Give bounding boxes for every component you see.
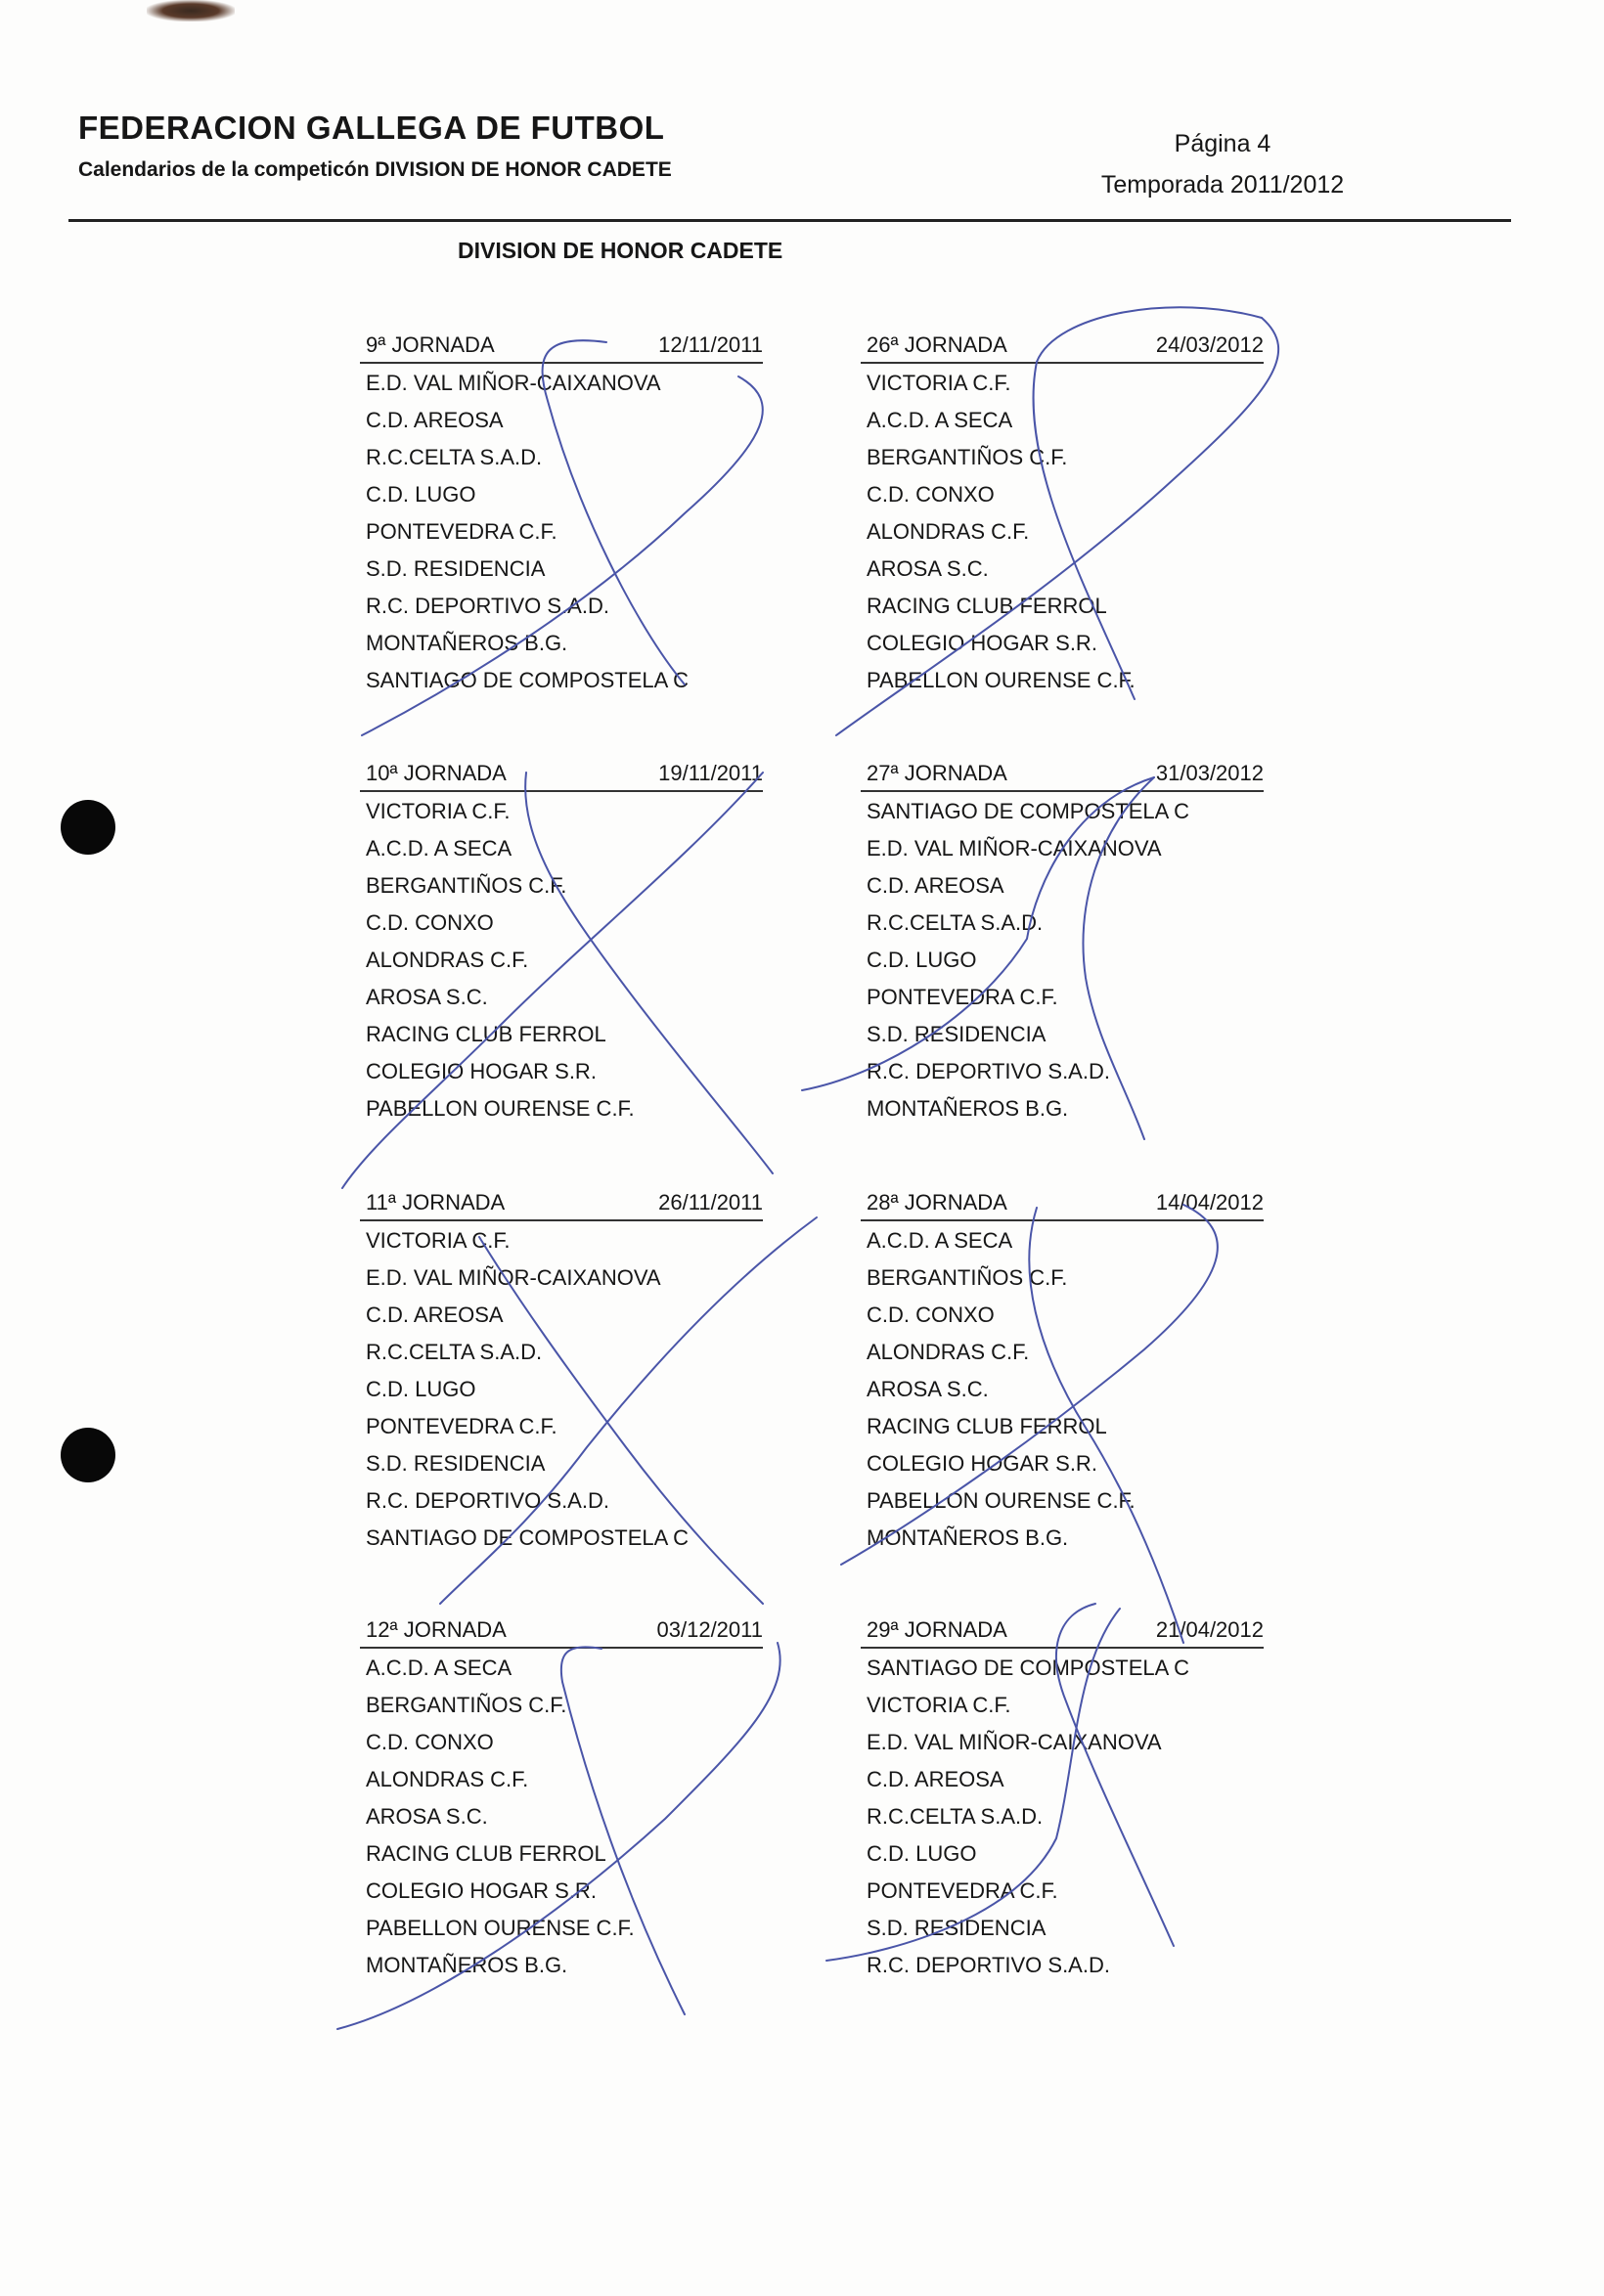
team-item: SANTIAGO DE COMPOSTELA C bbox=[366, 1525, 690, 1550]
team-item: SANTIAGO DE COMPOSTELA C bbox=[867, 1656, 1190, 1680]
team-item: VICTORIA C.F. bbox=[867, 371, 1011, 395]
team-item: A.C.D. A SECA bbox=[366, 836, 512, 861]
team-item: PABELLON OURENSE C.F. bbox=[366, 1096, 635, 1121]
team-item: BERGANTIÑOS C.F. bbox=[366, 1693, 567, 1717]
team-item: S.D. RESIDENCIA bbox=[366, 556, 546, 581]
jornada-date: 14/04/2012 bbox=[1155, 1190, 1264, 1214]
team-item: E.D. VAL MIÑOR-CAIXANOVA bbox=[867, 836, 1162, 861]
team-item: R.C. DEPORTIVO S.A.D. bbox=[867, 1059, 1110, 1083]
jornada-date: 12/11/2011 bbox=[658, 332, 763, 357]
team-item: ALONDRAS C.F. bbox=[366, 1767, 529, 1791]
team-item: VICTORIA C.F. bbox=[867, 1693, 1011, 1717]
team-item: COLEGIO HOGAR S.R. bbox=[366, 1878, 597, 1903]
team-item: MONTAÑEROS B.G. bbox=[366, 1953, 568, 1977]
page-title: FEDERACION GALLEGA DE FUTBOL bbox=[78, 110, 665, 146]
team-item: PONTEVEDRA C.F. bbox=[867, 985, 1058, 1009]
pen-stroke bbox=[1029, 1208, 1183, 1643]
team-item: R.C.CELTA S.A.D. bbox=[366, 1340, 543, 1364]
jornada-name: 12ª JORNADA bbox=[366, 1617, 507, 1642]
team-item: C.D. CONXO bbox=[366, 1730, 494, 1754]
team-item: C.D. AREOSA bbox=[366, 1303, 504, 1327]
team-item: C.D. AREOSA bbox=[867, 873, 1004, 898]
team-item: C.D. LUGO bbox=[366, 482, 476, 507]
team-item: PABELLON OURENSE C.F. bbox=[366, 1916, 635, 1940]
pen-stroke bbox=[802, 777, 1154, 1090]
team-item: COLEGIO HOGAR S.R. bbox=[867, 631, 1097, 655]
jornada-name: 10ª JORNADA bbox=[366, 761, 507, 785]
team-item: BERGANTIÑOS C.F. bbox=[867, 445, 1068, 469]
team-item: SANTIAGO DE COMPOSTELA C bbox=[366, 668, 690, 692]
team-item: C.D. CONXO bbox=[366, 910, 494, 935]
pen-stroke bbox=[440, 1217, 817, 1604]
team-item: C.D. CONXO bbox=[867, 482, 995, 507]
team-item: A.C.D. A SECA bbox=[366, 1656, 512, 1680]
team-item: COLEGIO HOGAR S.R. bbox=[366, 1059, 597, 1083]
team-item: C.D. LUGO bbox=[867, 1841, 977, 1866]
pen-stroke bbox=[525, 773, 773, 1173]
team-item: BERGANTIÑOS C.F. bbox=[366, 873, 567, 898]
pen-stroke bbox=[826, 1609, 1120, 1961]
pen-stroke bbox=[1056, 1604, 1174, 1946]
team-item: R.C. DEPORTIVO S.A.D. bbox=[366, 594, 609, 618]
team-item: A.C.D. A SECA bbox=[867, 408, 1013, 432]
team-item: PONTEVEDRA C.F. bbox=[867, 1878, 1058, 1903]
team-item: R.C.CELTA S.A.D. bbox=[366, 445, 543, 469]
team-item: MONTAÑEROS B.G. bbox=[366, 631, 568, 655]
team-item: C.D. AREOSA bbox=[366, 408, 504, 432]
team-item: C.D. LUGO bbox=[867, 948, 977, 972]
team-item: S.D. RESIDENCIA bbox=[366, 1451, 546, 1476]
team-item: SANTIAGO DE COMPOSTELA C bbox=[867, 799, 1190, 823]
team-item: MONTAÑEROS B.G. bbox=[867, 1096, 1069, 1121]
team-item: S.D. RESIDENCIA bbox=[867, 1916, 1047, 1940]
team-item: PABELLON OURENSE C.F. bbox=[867, 1488, 1136, 1513]
team-item: RACING CLUB FERROL bbox=[867, 594, 1107, 618]
team-item: R.C. DEPORTIVO S.A.D. bbox=[867, 1953, 1110, 1977]
team-item: PABELLON OURENSE C.F. bbox=[867, 668, 1136, 692]
jornada-name: 26ª JORNADA bbox=[867, 332, 1007, 357]
jornada-name: 28ª JORNADA bbox=[867, 1190, 1007, 1214]
team-item: C.D. CONXO bbox=[867, 1303, 995, 1327]
team-item: PONTEVEDRA C.F. bbox=[366, 519, 557, 544]
jornada-date: 03/12/2011 bbox=[656, 1617, 763, 1642]
pen-stroke bbox=[1084, 777, 1154, 1139]
jornada-date: 31/03/2012 bbox=[1155, 761, 1264, 785]
team-item: RACING CLUB FERROL bbox=[867, 1414, 1107, 1438]
jornada-name: 9ª JORNADA bbox=[366, 332, 495, 357]
team-item: PONTEVEDRA C.F. bbox=[366, 1414, 557, 1438]
page-number: Página 4 bbox=[1174, 130, 1271, 157]
jornada-date: 21/04/2012 bbox=[1155, 1617, 1264, 1642]
team-item: S.D. RESIDENCIA bbox=[867, 1022, 1047, 1046]
pen-stroke bbox=[337, 1643, 780, 2029]
team-item: R.C.CELTA S.A.D. bbox=[867, 1804, 1044, 1829]
team-item: E.D. VAL MIÑOR-CAIXANOVA bbox=[366, 371, 661, 395]
team-item: ALONDRAS C.F. bbox=[867, 1340, 1030, 1364]
jornada-name: 29ª JORNADA bbox=[867, 1617, 1007, 1642]
season-label: Temporada 2011/2012 bbox=[1100, 171, 1345, 199]
jornada-name: 27ª JORNADA bbox=[867, 761, 1007, 785]
pen-stroke bbox=[342, 773, 763, 1188]
team-item: RACING CLUB FERROL bbox=[366, 1841, 606, 1866]
pen-stroke bbox=[362, 376, 763, 735]
pen-stroke bbox=[479, 1237, 763, 1604]
team-item: RACING CLUB FERROL bbox=[366, 1022, 606, 1046]
page-subtitle: Calendarios de la competicón DIVISION DE HONOR CADETE bbox=[78, 158, 672, 181]
team-item: ALONDRAS C.F. bbox=[867, 519, 1030, 544]
team-item: AROSA S.C. bbox=[867, 556, 989, 581]
pen-stroke bbox=[561, 1647, 685, 2014]
team-item: COLEGIO HOGAR S.R. bbox=[867, 1451, 1097, 1476]
team-item: A.C.D. A SECA bbox=[867, 1228, 1013, 1253]
jornada-date: 24/03/2012 bbox=[1155, 332, 1264, 357]
team-item: VICTORIA C.F. bbox=[366, 1228, 511, 1253]
team-item: AROSA S.C. bbox=[366, 985, 488, 1009]
team-item: AROSA S.C. bbox=[867, 1377, 989, 1401]
team-item: AROSA S.C. bbox=[366, 1804, 488, 1829]
division-title: DIVISION DE HONOR CADETE bbox=[458, 238, 783, 263]
team-item: MONTAÑEROS B.G. bbox=[867, 1525, 1069, 1550]
team-item: VICTORIA C.F. bbox=[366, 799, 511, 823]
pen-stroke bbox=[543, 340, 685, 684]
team-item: E.D. VAL MIÑOR-CAIXANOVA bbox=[867, 1730, 1162, 1754]
jornada-date: 26/11/2011 bbox=[658, 1190, 763, 1214]
jornada-date: 19/11/2011 bbox=[658, 761, 763, 785]
team-item: R.C.CELTA S.A.D. bbox=[867, 910, 1044, 935]
team-item: E.D. VAL MIÑOR-CAIXANOVA bbox=[366, 1265, 661, 1290]
pen-stroke bbox=[836, 318, 1278, 735]
team-item: ALONDRAS C.F. bbox=[366, 948, 529, 972]
team-item: BERGANTIÑOS C.F. bbox=[867, 1265, 1068, 1290]
team-item: C.D. LUGO bbox=[366, 1377, 476, 1401]
team-item: C.D. AREOSA bbox=[867, 1767, 1004, 1791]
team-item: R.C. DEPORTIVO S.A.D. bbox=[366, 1488, 609, 1513]
jornada-name: 11ª JORNADA bbox=[366, 1190, 506, 1214]
